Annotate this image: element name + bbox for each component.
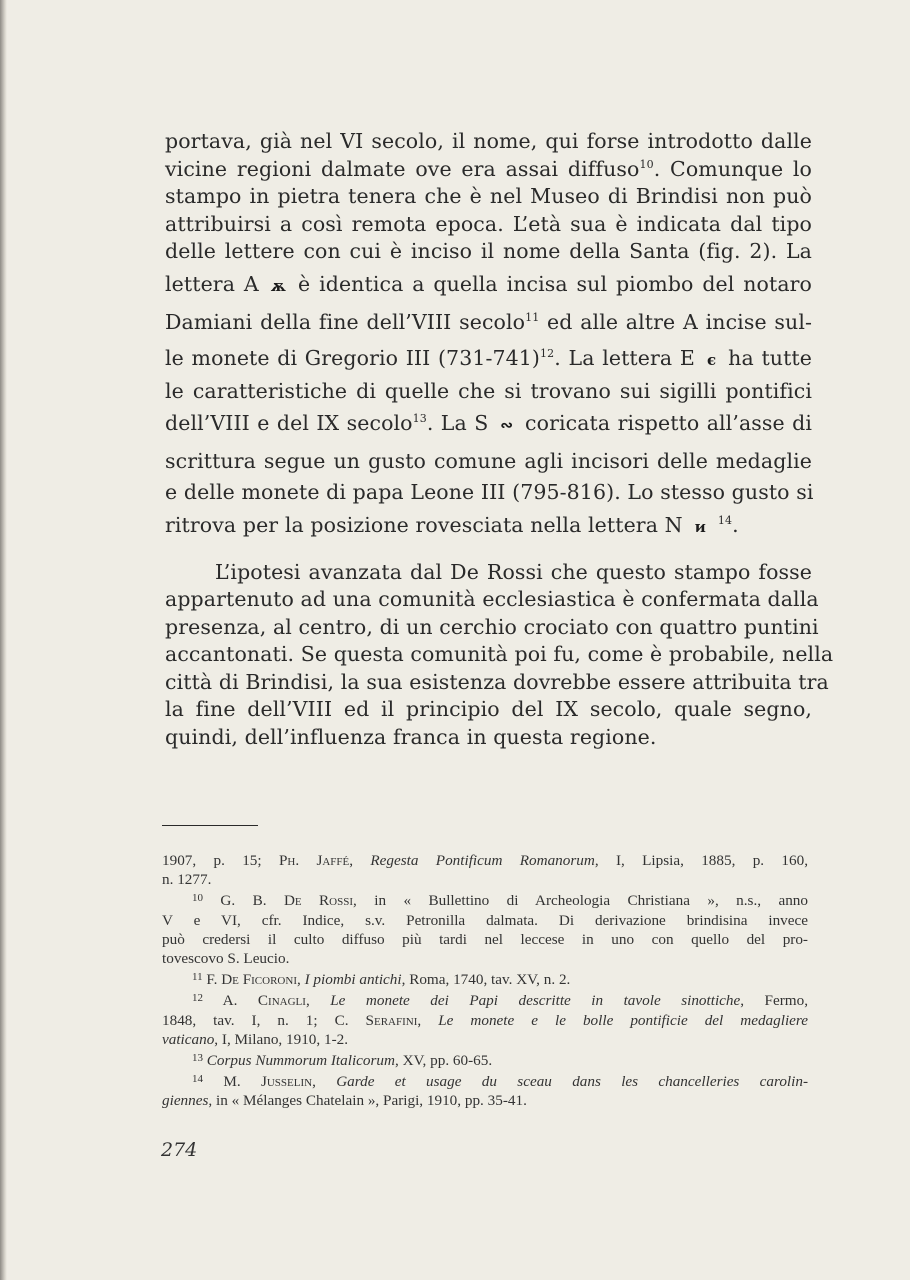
text-span: , bbox=[312, 1073, 337, 1091]
text-span: , bbox=[305, 992, 331, 1010]
footnote-line: n. 1277. bbox=[162, 871, 212, 889]
footnote-line bbox=[162, 889, 808, 910]
footnote-number: 10 bbox=[192, 892, 203, 905]
author-name: De Ficoroni bbox=[221, 971, 297, 989]
text-span: , bbox=[296, 971, 305, 989]
text-span: , I, Lipsia, 1885, p. 160, bbox=[594, 852, 808, 869]
letter-n-glyph-icon: ᴎ bbox=[694, 517, 706, 536]
text-line: la fine dell’VIII ed il principio del IX secolo, quale segno, bbox=[165, 697, 812, 721]
text-line: città di Brindisi, la sua esistenza dovrebbe essere attribuita tra bbox=[165, 669, 829, 694]
footnote-ref-10[interactable]: 10 bbox=[639, 157, 654, 171]
footnote-line bbox=[162, 1030, 808, 1049]
text-line: quindi, dell’influenza franca in questa regione. bbox=[165, 724, 657, 749]
text-line bbox=[165, 304, 812, 340]
footnote-line: V e VI, cfr. Indice, s.v. Petronilla dalmata. Di derivazione brindisina invece bbox=[162, 911, 808, 929]
footnote-line: tovescovo S. Leucio. bbox=[162, 950, 290, 968]
author-name: Jusselin bbox=[260, 1073, 313, 1091]
text-span: coricata rispetto all’asse di bbox=[525, 411, 812, 435]
footnote-13 bbox=[162, 1049, 808, 1070]
footnote-number: 13 bbox=[192, 1052, 203, 1065]
footnote-line bbox=[162, 1049, 808, 1070]
text-line: presenza, al centro, di un cerchio crociato con quattro puntini bbox=[165, 614, 819, 639]
main-text bbox=[165, 128, 834, 751]
author-name: De Rossi bbox=[283, 892, 354, 910]
work-title: I piombi antichi bbox=[304, 971, 402, 989]
text-span: , in « Bullettino di Archeologia Christiana », n.s., anno bbox=[353, 892, 808, 910]
text-line bbox=[165, 507, 812, 545]
text-span: lettera A bbox=[165, 271, 259, 296]
footnote-ref-12[interactable]: 12 bbox=[540, 346, 555, 360]
work-title: Garde et usage du sceau dans les chancelleries carolin- bbox=[336, 1073, 809, 1091]
footnote-line bbox=[162, 968, 808, 989]
text-span: , in « Mélanges Chatelain », Parigi, 1910, pp. 35-41. bbox=[208, 1092, 527, 1110]
text-span: F. bbox=[206, 971, 222, 989]
paragraph-2 bbox=[165, 559, 834, 752]
footnote-ref-13[interactable]: 13 bbox=[412, 412, 427, 425]
footnote-11 bbox=[162, 968, 808, 989]
work-title: vaticano bbox=[162, 1030, 215, 1048]
text-span: ed alle altre A incise sul- bbox=[539, 309, 813, 334]
text-line bbox=[165, 156, 812, 184]
text-line: portava, già nel VI secolo, il nome, qui forse introdotto dalle bbox=[165, 129, 812, 153]
work-title: giennes bbox=[162, 1092, 209, 1110]
author-name: Cinagli bbox=[257, 992, 306, 1010]
text-span: . Comunque lo bbox=[653, 156, 813, 181]
footnotes bbox=[162, 851, 808, 1111]
text-span: Damiani della fine dell’VIII secolo bbox=[165, 309, 526, 334]
footnote-12 bbox=[162, 989, 808, 1049]
letter-s-glyph-icon: ∾ bbox=[500, 416, 514, 434]
work-title: Le monete e le bolle pontificie del medagliere bbox=[438, 1011, 809, 1029]
text-span: , Roma, 1740, tav. XV, n. 2. bbox=[401, 971, 571, 989]
footnote-line bbox=[162, 1091, 808, 1110]
text-span: ritrova per la posizione rovesciata nella lettera N bbox=[165, 512, 683, 537]
letter-e-glyph-icon: є bbox=[706, 350, 717, 369]
text-span: , bbox=[349, 852, 371, 869]
text-span: 1848, tav. I, n. 1; C. bbox=[162, 1011, 366, 1029]
footnote-line bbox=[162, 1011, 808, 1030]
footnote-10 bbox=[162, 889, 808, 968]
text-line: L’ipotesi avanzata dal De Rossi che questo stampo fosse bbox=[215, 559, 812, 584]
letter-a-glyph-icon: ѫ bbox=[270, 276, 287, 295]
text-span: dell’VIII e del IX secolo bbox=[165, 411, 413, 435]
text-span: . La lettera E bbox=[554, 345, 695, 370]
page-number: 274 bbox=[161, 1139, 198, 1161]
text-span: vicine regioni dalmate ove era assai diffuso bbox=[165, 156, 640, 181]
footnote-continuation bbox=[162, 851, 808, 889]
page-binding-edge bbox=[0, 0, 7, 1280]
text-span: le monete di Gregorio III (731-741) bbox=[165, 345, 541, 370]
work-title: Corpus Nummorum Italicorum bbox=[206, 1052, 395, 1070]
text-span: A. bbox=[222, 992, 258, 1010]
footnote-number: 12 bbox=[192, 992, 203, 1005]
footnote-line bbox=[162, 989, 808, 1010]
text-span: . La S bbox=[426, 411, 489, 435]
work-title: Le monete dei Papi descritte in tavole sinottiche bbox=[330, 992, 741, 1010]
work-title: Regesta Pontificum Romanorum bbox=[370, 852, 595, 869]
text-span: M. bbox=[223, 1073, 261, 1091]
footnote-number: 11 bbox=[192, 971, 203, 984]
footnote-number: 14 bbox=[192, 1073, 203, 1086]
footnote-14 bbox=[162, 1070, 808, 1110]
text-line: le caratteristiche di quelle che si trovano sui sigilli pontifici bbox=[165, 378, 812, 403]
footnote-separator bbox=[162, 825, 258, 826]
footnote-line: può credersi il culto diffuso più tardi nel leccese in uno con quello del pro- bbox=[162, 930, 808, 948]
footnote-line bbox=[162, 851, 808, 870]
text-span: ha tutte bbox=[728, 345, 812, 370]
text-line bbox=[165, 266, 812, 304]
text-line: stampo in pietra tenera che è nel Museo di Brindisi non può bbox=[165, 184, 812, 208]
text-line: e delle monete di papa Leone III (795-816). Lo stesso gusto si bbox=[165, 480, 814, 504]
text-span: . bbox=[732, 512, 739, 537]
text-line: scrittura segue un gusto comune agli incisori delle medaglie bbox=[165, 449, 812, 473]
text-span: G. B. bbox=[220, 892, 284, 910]
text-line: delle lettere con cui è inciso il nome della Santa (fig. 2). La bbox=[165, 239, 812, 263]
text-span: , Fermo, bbox=[740, 992, 808, 1010]
text-line bbox=[165, 340, 812, 378]
footnote-ref-11[interactable]: 11 bbox=[525, 310, 540, 324]
author-name: Serafini bbox=[365, 1011, 418, 1029]
text-line bbox=[165, 405, 812, 443]
author-name: Ph. Jaffé bbox=[278, 852, 350, 869]
text-span: è identica a quella incisa sul piombo del notaro bbox=[298, 271, 812, 296]
footnote-ref-14[interactable]: 14 bbox=[717, 513, 733, 527]
text-span: , I, Milano, 1910, 1-2. bbox=[214, 1030, 349, 1048]
text-span: , bbox=[417, 1011, 439, 1029]
paragraph-1 bbox=[165, 128, 812, 545]
text-line: attribuirsi a così remota epoca. L’età sua è indicata dal tipo bbox=[165, 211, 812, 236]
footnote-line bbox=[162, 1070, 808, 1091]
text-line: appartenuto ad una comunità ecclesiastica è confermata dalla bbox=[165, 587, 819, 611]
text-span: , XV, pp. 60-65. bbox=[394, 1052, 493, 1070]
text-span: 1907, p. 15; bbox=[162, 852, 279, 869]
text-line: accantonati. Se questa comunità poi fu, come è probabile, nella bbox=[165, 642, 834, 666]
